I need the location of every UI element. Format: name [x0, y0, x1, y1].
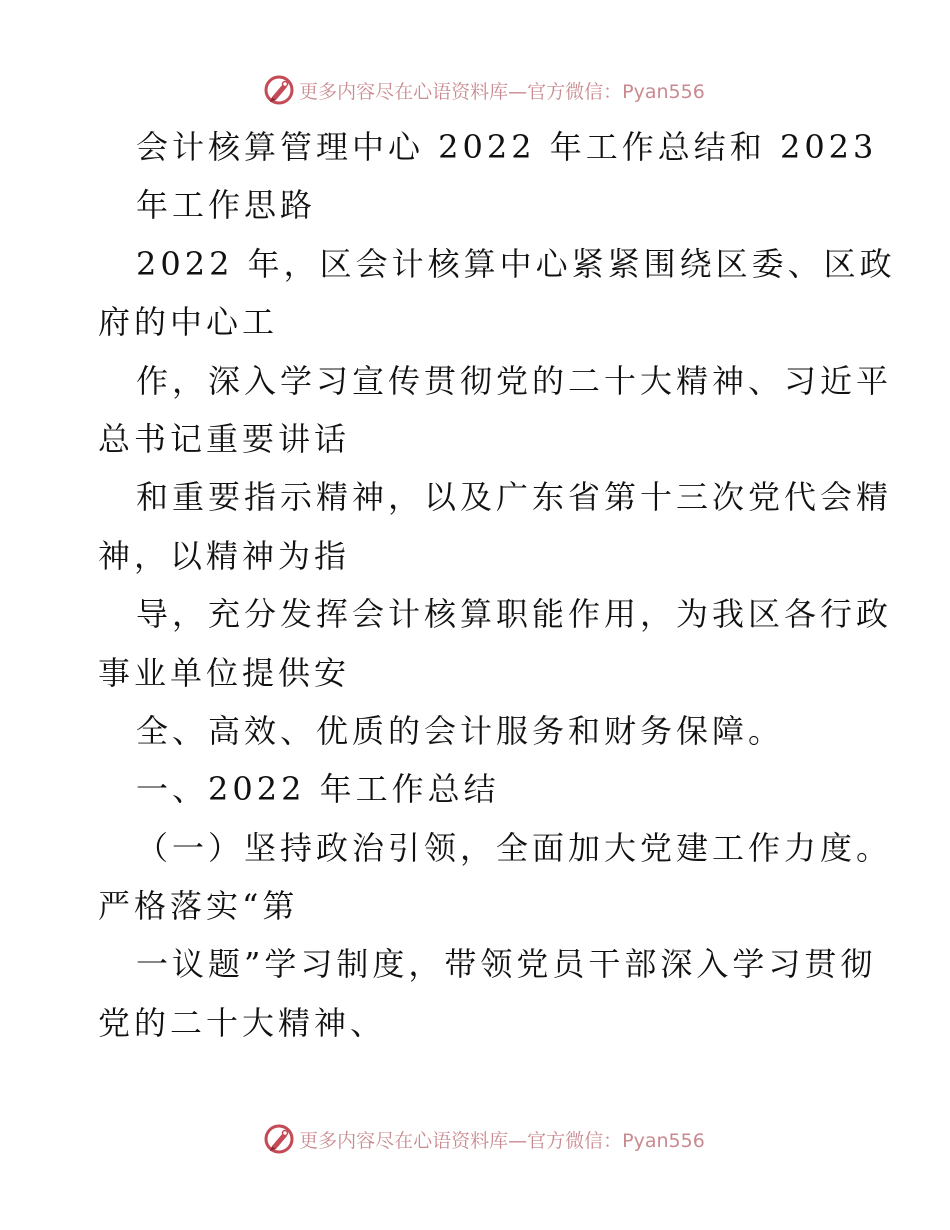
- header-watermark-banner: [0, 72, 950, 108]
- pen-logo-icon: [263, 1123, 295, 1155]
- footer-watermark-text: 更多内容尽在心语资料库—官方微信：Pyan556: [299, 1129, 705, 1152]
- header-watermark-text: 更多内容尽在心语资料库—官方微信：Pyan556: [299, 80, 705, 103]
- document-title-line-2: 年工作思路: [136, 186, 317, 225]
- paragraph-line: 一议题”学习制度，带领党员干部深入学习贯彻: [136, 945, 877, 984]
- pen-logo-icon: [263, 74, 295, 106]
- paragraph-line: 党的二十大精神、: [98, 1003, 387, 1042]
- section-heading: 一、2022 年工作总结: [136, 770, 500, 809]
- paragraph-line: 导，充分发挥会计核算职能作用，为我区各行政: [136, 595, 893, 634]
- document-body: [98, 118, 896, 1052]
- subsection-heading: （一）坚持政治引领，全面加大党建工作力度。: [136, 828, 893, 867]
- paragraph-line: 总书记重要讲话: [98, 419, 351, 458]
- header-watermark-content: [263, 74, 705, 106]
- paragraph-line: 全、高效、优质的会计服务和财务保障。: [136, 711, 785, 750]
- paragraph-line: 和重要指示精神，以及广东省第十三次党代会精: [136, 478, 893, 517]
- document-title-line-1: 会计核算管理中心 2022 年工作总结和 2023: [136, 128, 878, 166]
- paragraph-line: 府的中心工: [98, 303, 279, 342]
- paragraph-line: 严格落实“第: [98, 887, 299, 926]
- paragraph-line: 2022 年，区会计核算中心紧紧围绕区委、区政: [136, 244, 896, 283]
- footer-watermark-banner: [0, 1121, 950, 1157]
- footer-watermark-content: [263, 1123, 705, 1155]
- paragraph-line: 神，以精神为指: [98, 536, 351, 575]
- paragraph-line: 事业单位提供安: [98, 653, 351, 692]
- paragraph-line: 作，深入学习宣传贯彻党的二十大精神、习近平: [136, 361, 893, 400]
